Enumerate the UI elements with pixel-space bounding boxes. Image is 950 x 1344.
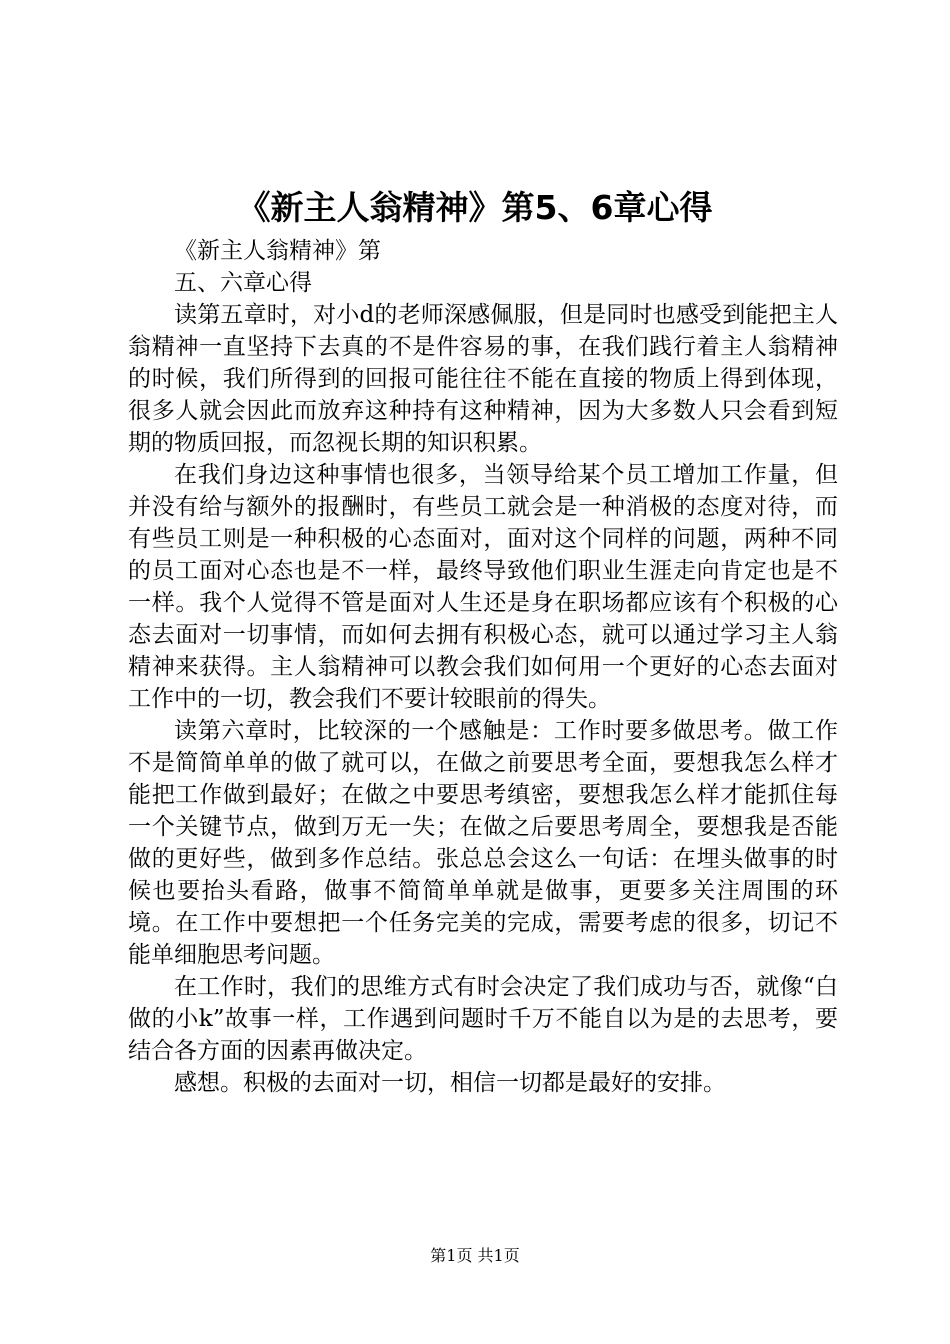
paragraph: 在工作时，我们的思维方式有时会决定了我们成功与否，就像“白做的小k”故事一样，工作遇到问题时千万不能自以为是的去思考，要结合各方面的因素再做决定。: [128, 974, 838, 1064]
paragraph: 感想。积极的去面对一切，相信一切都是最好的安排。: [174, 1070, 726, 1096]
document-body: [128, 235, 838, 1099]
paragraph: 在我们身边这种事情也很多，当领导给某个员工增加工作量，但并没有给与额外的报酬时，有些员工就会是一种消极的态度对待，而有些员工则是一种积极的心态面对，面对这个同样的问题，两种不同的员工面对心态也是不一样，最终导致他们职业生涯走向肯定也是不一样。我个人觉得不管是面对人生还是身在职场都应该有个积极的心态去面对一切事情，而如何去拥有积极心态，就可以通过学习主人翁精神来获得。主人翁精神可以教会我们如何用一个更好的心态去面对工作中的一切，教会我们不要计较眼前的得失。: [128, 462, 838, 712]
document-title: 《新主人翁精神》第5、6章心得: [237, 188, 713, 227]
page-footer: 第1页 共1页: [430, 1246, 520, 1265]
paragraph: 读第五章时，对小d的老师深感佩服，但是同时也感受到能把主人翁精神一直坚持下去真的不是件容易的事，在我们践行着主人翁精神的时候，我们所得到的回报可能往往不能在直接的物质上得到体现，很多人就会因此而放弃这种持有这种精神，因为大多数人只会看到短期的物质回报，而忽视长期的知识积累。: [128, 302, 838, 456]
paragraph: 读第六章时，比较深的一个感触是：工作时要多做思考。做工作不是简简单单的做了就可以，在做之前要思考全面，要想我怎么样才能把工作做到最好；在做之中要思考缜密，要想我怎么样才能抓住每一个关键节点，做到万无一失；在做之后要思考周全，要想我是否能做的更好些，做到多作总结。张总总会这么一句话：在埋头做事的时候也要抬头看路，做事不简简单单就是做事，更要多关注周围的环境。在工作中要想把一个任务完美的完成，需要考虑的很多，切记不能单细胞思考问题。: [128, 718, 838, 968]
paragraph: 《新主人翁精神》第: [174, 238, 381, 264]
paragraph: 五、六章心得: [174, 270, 312, 296]
